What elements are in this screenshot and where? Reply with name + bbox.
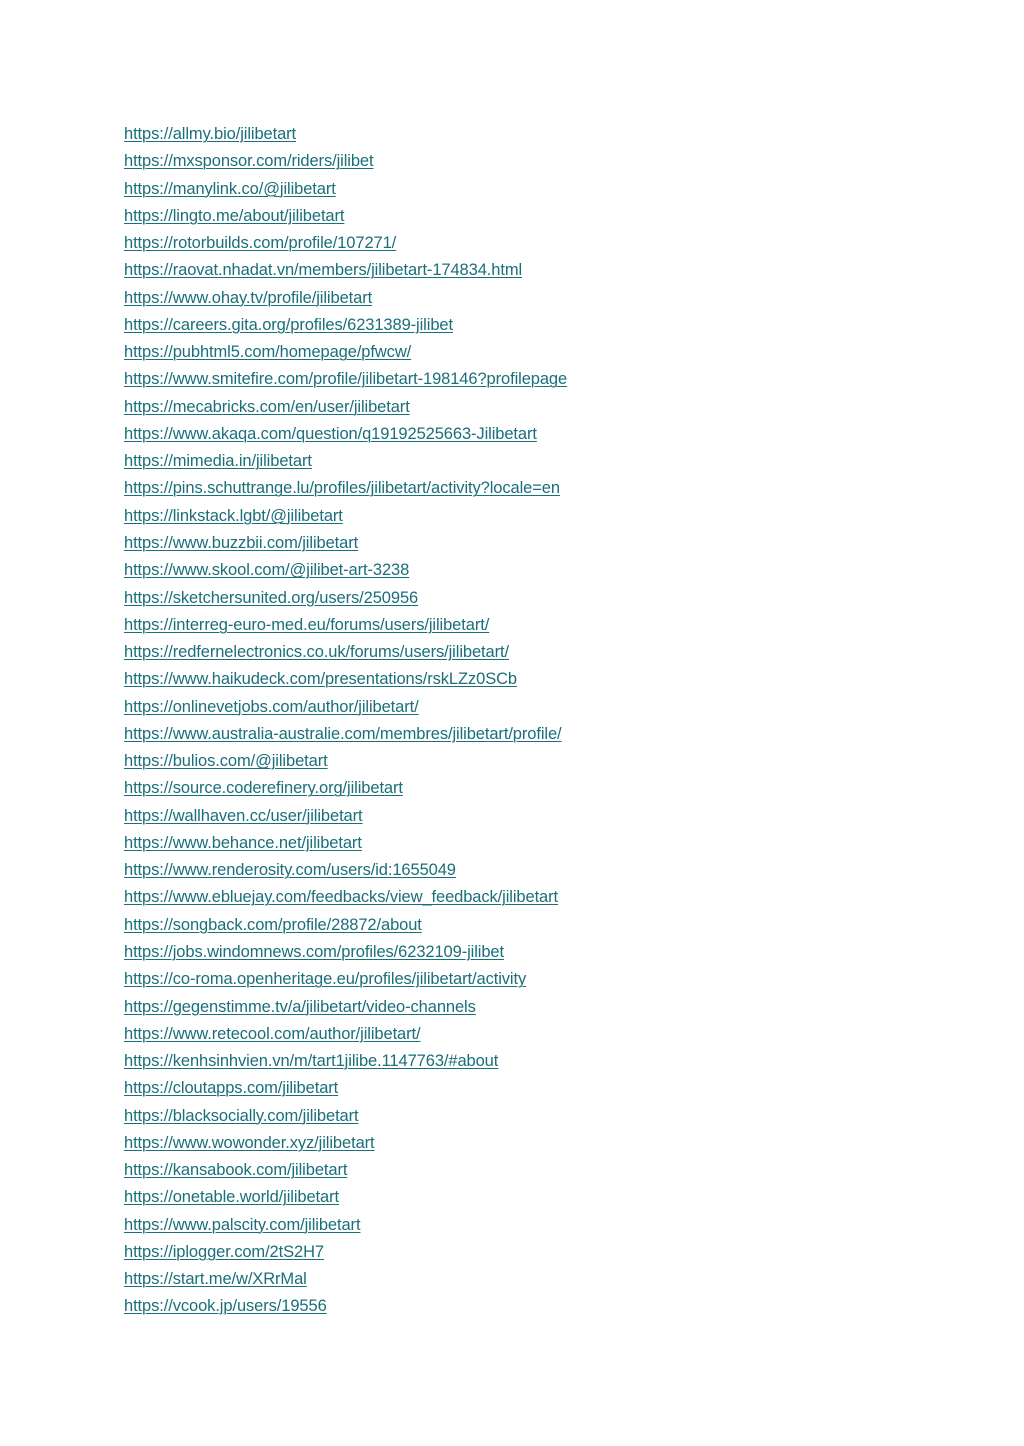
link[interactable]: https://rotorbuilds.com/profile/107271/ xyxy=(124,234,397,253)
link[interactable]: https://iplogger.com/2tS2H7 xyxy=(124,1242,324,1261)
link[interactable]: https://www.ebluejay.com/feedbacks/view_feedback/jilibetart xyxy=(124,888,559,907)
list-item xyxy=(124,1104,567,1131)
list-item xyxy=(124,476,567,503)
list-item xyxy=(124,640,567,667)
link[interactable]: https://sketchersunited.org/users/250956 xyxy=(124,588,419,607)
link[interactable]: https://onlinevetjobs.com/author/jilibetart/ xyxy=(124,697,419,716)
link[interactable]: https://www.smitefire.com/profile/jilibetart-198146?profilepage xyxy=(124,370,568,389)
link[interactable]: https://wallhaven.cc/user/jilibetart xyxy=(124,806,363,825)
list-item xyxy=(124,885,567,912)
list-item xyxy=(124,667,567,694)
list-item xyxy=(124,1076,567,1103)
list-item xyxy=(124,1213,567,1240)
list-item xyxy=(124,1294,567,1321)
link[interactable]: https://www.renderosity.com/users/id:1655049 xyxy=(124,861,456,880)
link[interactable]: https://www.buzzbii.com/jilibetart xyxy=(124,533,359,552)
list-item xyxy=(124,367,567,394)
list-item xyxy=(124,940,567,967)
link[interactable]: https://careers.gita.org/profiles/6231389-jilibet xyxy=(124,315,453,334)
list-item xyxy=(124,340,567,367)
link[interactable]: https://co-roma.openheritage.eu/profiles/jilibetart/activity xyxy=(124,970,527,989)
list-item xyxy=(124,613,567,640)
list-item xyxy=(124,1049,567,1076)
link[interactable]: https://mxsponsor.com/riders/jilibet xyxy=(124,152,374,171)
list-item xyxy=(124,776,567,803)
link[interactable]: https://www.akaqa.com/question/q19192525663-Jilibetart xyxy=(124,424,537,443)
link[interactable]: https://allmy.bio/jilibetart xyxy=(124,125,297,143)
link[interactable]: https://onetable.world/jilibetart xyxy=(124,1188,339,1207)
list-item xyxy=(124,531,567,558)
list-item xyxy=(124,1267,567,1294)
link[interactable]: https://redfernelectronics.co.uk/forums/users/jilibetart/ xyxy=(124,643,509,662)
list-item xyxy=(124,831,567,858)
link[interactable]: https://www.behance.net/jilibetart xyxy=(124,833,362,852)
list-item xyxy=(124,558,567,585)
link-list xyxy=(124,122,567,1322)
list-item xyxy=(124,695,567,722)
list-item xyxy=(124,395,567,422)
link[interactable]: https://songback.com/profile/28872/about xyxy=(124,915,422,934)
link[interactable]: https://vcook.jp/users/19556 xyxy=(124,1297,327,1316)
link[interactable]: https://pins.schuttrange.lu/profiles/jilibetart/activity?locale=en xyxy=(124,479,560,498)
link[interactable]: https://kenhsinhvien.vn/m/tart1jilibe.1147763/#about xyxy=(124,1052,499,1071)
list-item xyxy=(124,149,567,176)
link[interactable]: https://www.skool.com/@jilibet-art-3238 xyxy=(124,561,410,580)
list-item xyxy=(124,804,567,831)
list-item xyxy=(124,995,567,1022)
list-item xyxy=(124,1240,567,1267)
list-item xyxy=(124,967,567,994)
link[interactable]: https://jobs.windomnews.com/profiles/6232109-jilibet xyxy=(124,942,504,961)
link[interactable]: https://www.wowonder.xyz/jilibetart xyxy=(124,1133,375,1152)
link[interactable]: https://pubhtml5.com/homepage/pfwcw/ xyxy=(124,343,412,362)
list-item xyxy=(124,177,567,204)
link[interactable]: https://interreg-euro-med.eu/forums/users/jilibetart/ xyxy=(124,615,490,634)
link[interactable]: https://blacksocially.com/jilibetart xyxy=(124,1106,359,1125)
link[interactable]: https://source.coderefinery.org/jilibetart xyxy=(124,779,403,798)
link[interactable]: https://bulios.com/@jilibetart xyxy=(124,752,328,771)
link[interactable]: https://start.me/w/XRrMal xyxy=(124,1270,307,1289)
link[interactable]: https://gegenstimme.tv/a/jilibetart/video-channels xyxy=(124,997,476,1016)
link[interactable]: https://www.australia-australie.com/membres/jilibetart/profile/ xyxy=(124,724,562,743)
list-item xyxy=(124,122,567,149)
link[interactable]: https://www.retecool.com/author/jilibetart/ xyxy=(124,1024,421,1043)
link[interactable]: https://raovat.nhadat.vn/members/jilibetart-174834.html xyxy=(124,261,523,280)
list-item xyxy=(124,449,567,476)
list-item xyxy=(124,1158,567,1185)
list-item xyxy=(124,1022,567,1049)
link[interactable]: https://www.haikudeck.com/presentations/rskLZz0SCb xyxy=(124,670,518,689)
list-item xyxy=(124,286,567,313)
list-item xyxy=(124,1185,567,1212)
list-item xyxy=(124,858,567,885)
list-item xyxy=(124,204,567,231)
list-item xyxy=(124,504,567,531)
list-item xyxy=(124,422,567,449)
list-item xyxy=(124,913,567,940)
link[interactable]: https://mimedia.in/jilibetart xyxy=(124,452,312,471)
link[interactable]: https://kansabook.com/jilibetart xyxy=(124,1161,348,1180)
list-item xyxy=(124,258,567,285)
link[interactable]: https://cloutapps.com/jilibetart xyxy=(124,1079,339,1098)
link[interactable]: https://mecabricks.com/en/user/jilibetart xyxy=(124,397,410,416)
list-item xyxy=(124,313,567,340)
list-item xyxy=(124,749,567,776)
link[interactable]: https://www.ohay.tv/profile/jilibetart xyxy=(124,288,373,307)
list-item xyxy=(124,1131,567,1158)
link[interactable]: https://manylink.co/@jilibetart xyxy=(124,179,336,198)
link[interactable]: https://www.palscity.com/jilibetart xyxy=(124,1215,361,1234)
list-item xyxy=(124,722,567,749)
list-item xyxy=(124,586,567,613)
link[interactable]: https://lingto.me/about/jilibetart xyxy=(124,206,345,225)
link[interactable]: https://linkstack.lgbt/@jilibetart xyxy=(124,506,343,525)
list-item xyxy=(124,231,567,258)
